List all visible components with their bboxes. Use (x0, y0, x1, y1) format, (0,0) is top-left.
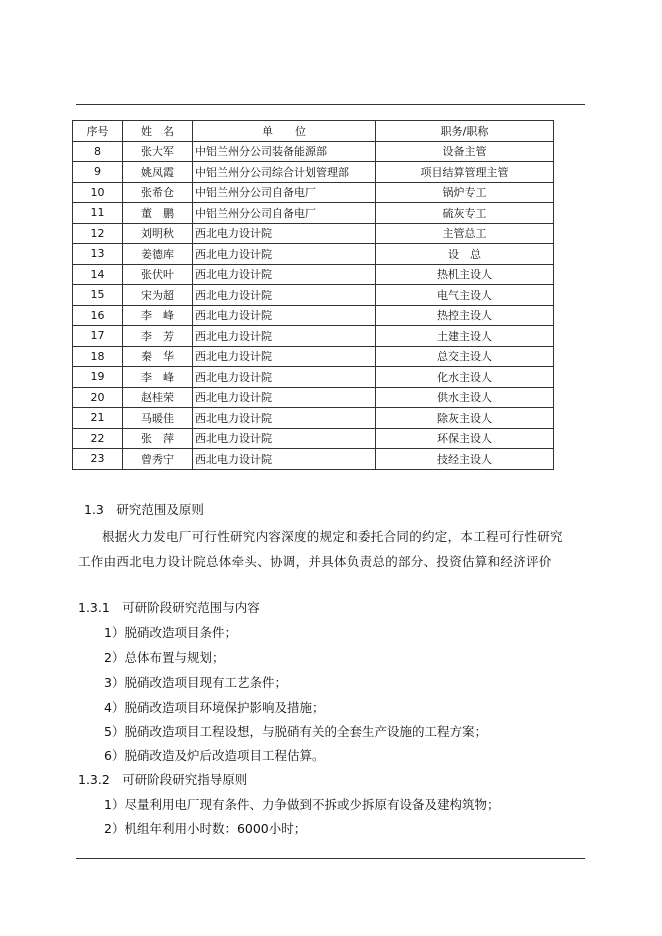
cell-name: 曾秀宁 (123, 449, 193, 470)
cell-no: 11 (73, 203, 123, 224)
list-item: 6）脱硝改造及炉后改造项目工程估算。 (104, 748, 325, 763)
cell-unit: 西北电力设计院 (193, 326, 376, 347)
cell-title: 锅炉专工 (376, 182, 554, 203)
cell-name: 姚凤霞 (123, 162, 193, 183)
section-heading-1-3: 1.3 研究范围及原则 (84, 502, 204, 517)
cell-no: 13 (73, 244, 123, 265)
header-rule (76, 104, 585, 105)
cell-unit: 西北电力设计院 (193, 305, 376, 326)
cell-no: 12 (73, 223, 123, 244)
cell-unit: 中铝兰州分公司自备电厂 (193, 203, 376, 224)
cell-title: 电气主设人 (376, 285, 554, 306)
table-row (73, 182, 554, 203)
table-row (73, 162, 554, 183)
header-title: 职务/职称 (376, 121, 554, 142)
header-unit: 单 位 (193, 121, 376, 142)
table-row (73, 223, 554, 244)
cell-title: 设备主管 (376, 141, 554, 162)
cell-unit: 西北电力设计院 (193, 428, 376, 449)
cell-no: 18 (73, 346, 123, 367)
cell-title: 设 总 (376, 244, 554, 265)
cell-no: 22 (73, 428, 123, 449)
cell-title: 技经主设人 (376, 449, 554, 470)
cell-title: 热机主设人 (376, 264, 554, 285)
cell-title: 供水主设人 (376, 387, 554, 408)
section-1-3-paragraph: 根据火力发电厂可行性研究内容深度的规定和委托合同的约定，本工程可行性研究工作由西北电力设计院总体牵头、协调，并具体负责总的部分、投资估算和经济评价 (78, 529, 563, 569)
cell-name: 董 鹏 (123, 203, 193, 224)
list-item: 2）总体布置与规划； (104, 650, 225, 665)
table-row (73, 285, 554, 306)
table-row (73, 305, 554, 326)
cell-title: 硫灰专工 (376, 203, 554, 224)
cell-title: 环保主设人 (376, 428, 554, 449)
list-item: 4）脱硝改造项目环境保护影响及措施； (104, 700, 325, 715)
section-heading-1-3-1: 1.3.1 可研阶段研究范围与内容 (78, 600, 260, 615)
cell-unit: 西北电力设计院 (193, 387, 376, 408)
table-row (73, 141, 554, 162)
cell-no: 16 (73, 305, 123, 326)
cell-no: 20 (73, 387, 123, 408)
cell-no: 10 (73, 182, 123, 203)
cell-name: 宋为超 (123, 285, 193, 306)
cell-unit: 西北电力设计院 (193, 264, 376, 285)
table-row (73, 264, 554, 285)
cell-unit: 西北电力设计院 (193, 346, 376, 367)
cell-unit: 西北电力设计院 (193, 367, 376, 388)
cell-no: 17 (73, 326, 123, 347)
cell-name: 张希仓 (123, 182, 193, 203)
cell-name: 李 峰 (123, 305, 193, 326)
cell-title: 除灰主设人 (376, 408, 554, 429)
cell-title: 土建主设人 (376, 326, 554, 347)
cell-unit: 中铝兰州分公司综合计划管理部 (193, 162, 376, 183)
header-no: 序号 (73, 121, 123, 142)
cell-no: 9 (73, 162, 123, 183)
cell-name: 李 峰 (123, 367, 193, 388)
cell-name: 马暖佳 (123, 408, 193, 429)
footer-rule (76, 858, 585, 859)
cell-title: 总交主设人 (376, 346, 554, 367)
table-row (73, 326, 554, 347)
cell-title: 热控主设人 (376, 305, 554, 326)
staff-table (72, 120, 554, 470)
cell-name: 张 萍 (123, 428, 193, 449)
table-row (73, 449, 554, 470)
table-row (73, 428, 554, 449)
list-item: 1）尽量利用电厂现有条件、力争做到不拆或少拆原有设备及建构筑物； (104, 797, 500, 812)
table-row (73, 408, 554, 429)
cell-name: 张伏叶 (123, 264, 193, 285)
table-row (73, 244, 554, 265)
list-item: 1）脱硝改造项目条件； (104, 625, 237, 640)
section-heading-1-3-2: 1.3.2 可研阶段研究指导原则 (78, 772, 248, 787)
table-row (73, 203, 554, 224)
cell-unit: 中铝兰州分公司装备能源部 (193, 141, 376, 162)
cell-name: 刘明秋 (123, 223, 193, 244)
cell-title: 项目结算管理主管 (376, 162, 554, 183)
cell-name: 赵桂荣 (123, 387, 193, 408)
cell-name: 姜德库 (123, 244, 193, 265)
table-row (73, 367, 554, 388)
cell-no: 15 (73, 285, 123, 306)
cell-unit: 中铝兰州分公司自备电厂 (193, 182, 376, 203)
list-item: 5）脱硝改造项目工程设想，与脱硝有关的全套生产设施的工程方案； (104, 724, 487, 739)
table-row (73, 346, 554, 367)
cell-no: 23 (73, 449, 123, 470)
cell-unit: 西北电力设计院 (193, 449, 376, 470)
cell-unit: 西北电力设计院 (193, 285, 376, 306)
cell-name: 张大军 (123, 141, 193, 162)
table-row (73, 387, 554, 408)
list-item: 2）机组年利用小时数：6000小时； (104, 821, 307, 836)
header-name: 姓 名 (123, 121, 193, 142)
cell-no: 19 (73, 367, 123, 388)
cell-no: 21 (73, 408, 123, 429)
cell-title: 主管总工 (376, 223, 554, 244)
staff-table-body (73, 141, 554, 469)
cell-no: 14 (73, 264, 123, 285)
cell-name: 秦 华 (123, 346, 193, 367)
list-item: 3）脱硝改造项目现有工艺条件； (104, 675, 287, 690)
cell-unit: 西北电力设计院 (193, 223, 376, 244)
cell-no: 8 (73, 141, 123, 162)
cell-unit: 西北电力设计院 (193, 244, 376, 265)
table-header-row (73, 121, 554, 142)
cell-unit: 西北电力设计院 (193, 408, 376, 429)
cell-title: 化水主设人 (376, 367, 554, 388)
cell-name: 李 芳 (123, 326, 193, 347)
